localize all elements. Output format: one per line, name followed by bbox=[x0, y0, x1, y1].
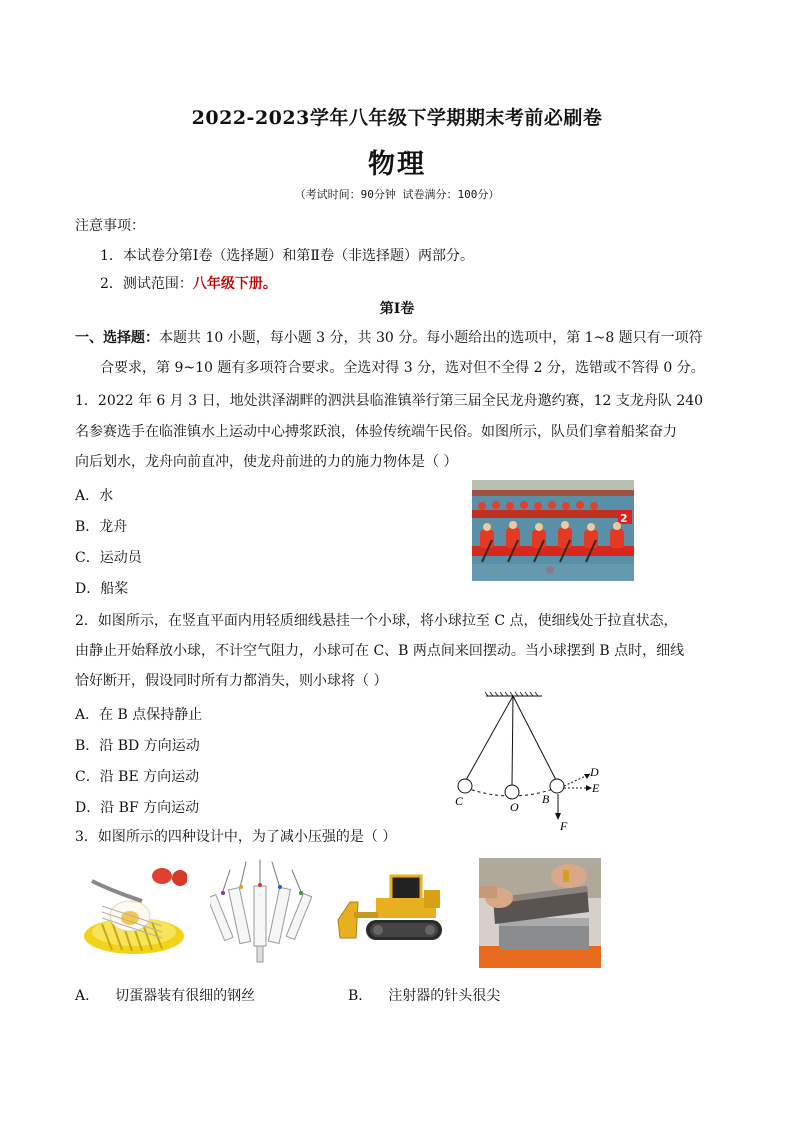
q3-option-b[interactable] bbox=[348, 985, 500, 1005]
exam-title: 2022-2023学年八年级下学期期末考前必刷卷 bbox=[191, 107, 603, 129]
label-f: F bbox=[560, 819, 568, 833]
q2-option-a[interactable]: A．在 B 点保持静止 bbox=[75, 707, 203, 723]
label-o: O bbox=[510, 800, 519, 814]
q2-stem-line-3: 恰好断开，假设同时所有力都消失，则小球将（ ） bbox=[75, 673, 388, 689]
section-intro-line-2: 合要求，第 9~10 题有多项符合要求。全选对得 3 分，选对但不全得 2 分，选错或不答得 0 分。 bbox=[100, 360, 705, 376]
q3-option-a-letter: A． bbox=[75, 988, 100, 1004]
label-e: E bbox=[592, 781, 600, 795]
bulldozer-photo bbox=[336, 868, 446, 948]
q3-option-b-letter: B． bbox=[348, 988, 373, 1004]
q1-option-c[interactable]: C．运动员 bbox=[75, 550, 142, 566]
exam-info: （考试时间：90分钟 试卷满分：100分） bbox=[294, 188, 500, 201]
q1-option-d[interactable]: D．船桨 bbox=[75, 581, 129, 597]
label-c: C bbox=[455, 794, 464, 808]
dragon-boat-photo bbox=[472, 480, 634, 581]
q1-stem-line-1: 1．2022 年 6 月 3 日，地处洪泽湖畔的泗洪县临淮镇举行第三届全民龙舟邀约赛，12 支龙舟队 240 bbox=[75, 393, 704, 409]
volume-heading: 第Ⅰ卷 bbox=[379, 301, 415, 317]
q2-option-c[interactable]: C．沿 BE 方向运动 bbox=[75, 769, 200, 785]
section-intro-prefix: 一、选择题： bbox=[75, 330, 159, 346]
q3-option-b-text: 注射器的针头很尖 bbox=[388, 988, 501, 1004]
q3-option-a-text: 切蛋器装有很细的钢丝 bbox=[115, 988, 256, 1004]
q1-stem-line-2: 名参赛选手在临淮镇水上运动中心搏浆跃浪，体验传统端午民俗。如图所示，队员们拿着船桨奋力 bbox=[75, 424, 677, 440]
q1-stem-line-3: 向后划水，龙舟向前直冲，使龙舟前进的力的施力物体是（ ） bbox=[75, 454, 458, 470]
q1-option-a[interactable]: A．水 bbox=[75, 488, 114, 504]
boat-number: 2 bbox=[620, 512, 628, 525]
subject-title: 物理 bbox=[368, 149, 426, 180]
notes-item-2-prefix: 2．测试范围： bbox=[100, 276, 193, 292]
syringes-photo bbox=[210, 858, 312, 966]
q2-stem-line-1: 2．如图所示，在竖直平面内用轻质细线悬挂一个小球，将小球拉至 C 点，使细线处于拉直状态， bbox=[75, 613, 678, 629]
section-intro-line-1 bbox=[75, 328, 703, 348]
pendulum-diagram bbox=[448, 688, 618, 836]
label-b: B bbox=[542, 792, 550, 806]
notes-item-2 bbox=[100, 274, 277, 294]
knife-sharpening-photo bbox=[479, 858, 601, 968]
egg-slicer-photo bbox=[72, 866, 187, 959]
q3-stem: 3．如图所示的四种设计中，为了减小压强的是（ ） bbox=[75, 829, 397, 845]
q1-option-b[interactable]: B．龙舟 bbox=[75, 519, 128, 535]
section-intro-rest: 本题共 10 小题，每小题 3 分，共 30 分。每小题给出的选项中，第 1~8 题只有一项符 bbox=[159, 330, 703, 346]
test-scope: 八年级下册。 bbox=[192, 276, 277, 292]
q2-option-d[interactable]: D．沿 BF 方向运动 bbox=[75, 800, 200, 816]
label-d: D bbox=[590, 765, 599, 779]
q2-option-b[interactable]: B．沿 BD 方向运动 bbox=[75, 738, 200, 754]
q2-stem-line-2: 由静止开始释放小球，不计空气阻力，小球可在 C、B 两点间来回摆动。当小球摆到 B 点时，细线 bbox=[75, 643, 685, 659]
notes-item-1: 1．本试卷分第Ⅰ卷（选择题）和第Ⅱ卷（非选择题）两部分。 bbox=[100, 248, 474, 264]
notes-heading: 注意事项： bbox=[75, 218, 145, 234]
q3-option-a[interactable] bbox=[75, 985, 255, 1005]
